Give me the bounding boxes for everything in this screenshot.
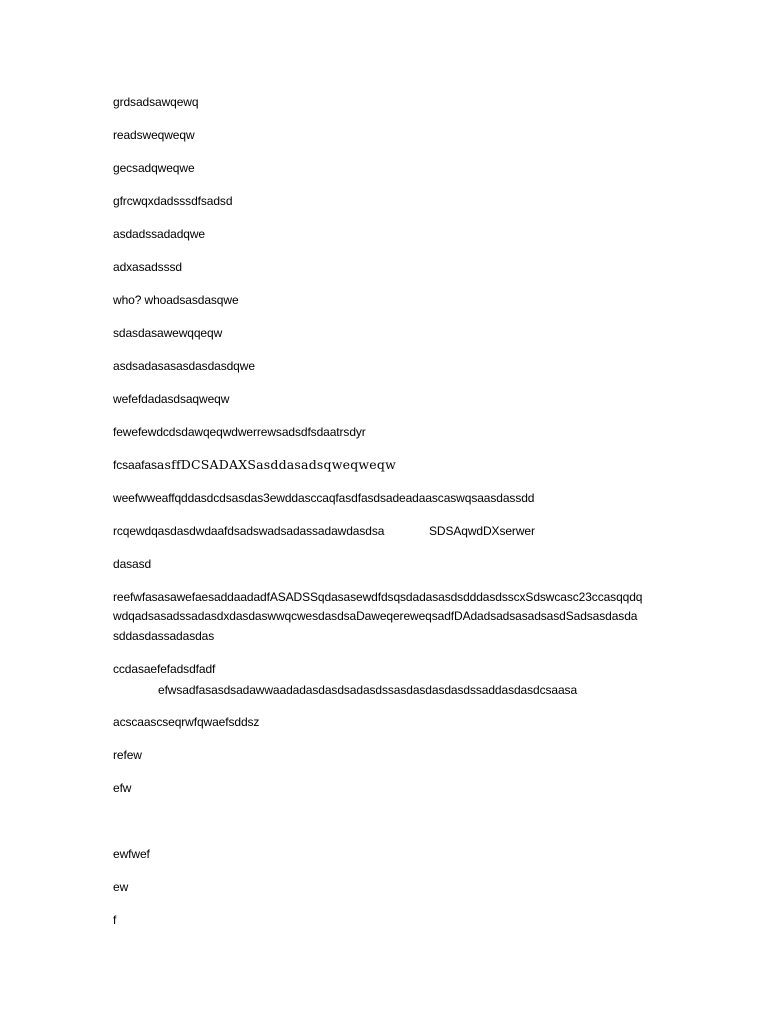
text-line-11: fewefewdcdsdawqeqwdwerrewsadsdfsdaatrsdyr: [113, 425, 366, 439]
paragraph-line-3: sddasdassadasdas: [113, 629, 215, 643]
tabbed-line-left-text: rcqewdqasdasdwdaafdsadswadsadassadawdasdsa: [113, 524, 385, 538]
text-line-7: who? whoadsasdasqwe: [113, 293, 239, 307]
tail-line-2: refew: [113, 748, 142, 762]
text-line-10: wefefdadasdsaqweqw: [113, 392, 230, 406]
text-line-1: grdsadsawqewq: [113, 95, 199, 109]
tail-line-3: efw: [113, 781, 132, 795]
text-line-3: gecsadqweqwe: [113, 161, 195, 175]
indented-line: efwsadfasasdsadawwaadadasdasdsadasdssasdasdasdasdssaddasdasdcsaasa: [158, 683, 578, 697]
text-line-6: adxasadsssd: [113, 260, 182, 274]
mixed-line-serif-text: asffDCSADAXSasddasadsqweqweqw: [156, 457, 397, 472]
text-line-4: gfrcwqxdadsssdfsadsd: [113, 194, 233, 208]
tail-line-1: acscaascseqrwfqwaefsddsz: [113, 715, 260, 729]
mixed-font-line: [113, 458, 396, 472]
text-line-8: sdasdasawewqqeqw: [113, 326, 223, 340]
mixed-line-sans-text: fcsaafas: [113, 458, 157, 472]
text-line-15: dasasd: [113, 557, 152, 571]
tail-line-6: f: [113, 913, 117, 927]
paragraph-line-1: reefwfasasawefaesaddaadadfASADSSqdasasewdfdsqsdadasasdsdddasdsscxSdswcasc23ccasqqdq: [113, 590, 643, 604]
tail-line-4: ewfwef: [113, 847, 150, 861]
text-line-17: ccdasaefefadsdfadf: [113, 662, 216, 676]
tabbed-line: [113, 524, 653, 538]
text-line-9: asdsadasasasdasdasdqwe: [113, 359, 255, 373]
tabbed-line-right-text: SDSAqwdDXserwer: [429, 524, 535, 538]
tail-line-5: ew: [113, 880, 129, 894]
text-line-13: weefwweaffqddasdcdsasdas3ewddasccaqfasdfasdsadeadaascaswqsaasdassdd: [113, 491, 535, 505]
text-line-2: readsweqweqw: [113, 128, 195, 142]
text-line-5: asdadssadadqwe: [113, 227, 206, 241]
paragraph-line-2: wdqadsasadssadasdxdasdaswwqcwesdasdsaDaweqereweqsadfDAdadsadsasadsasdSadsasdasda: [113, 609, 638, 623]
